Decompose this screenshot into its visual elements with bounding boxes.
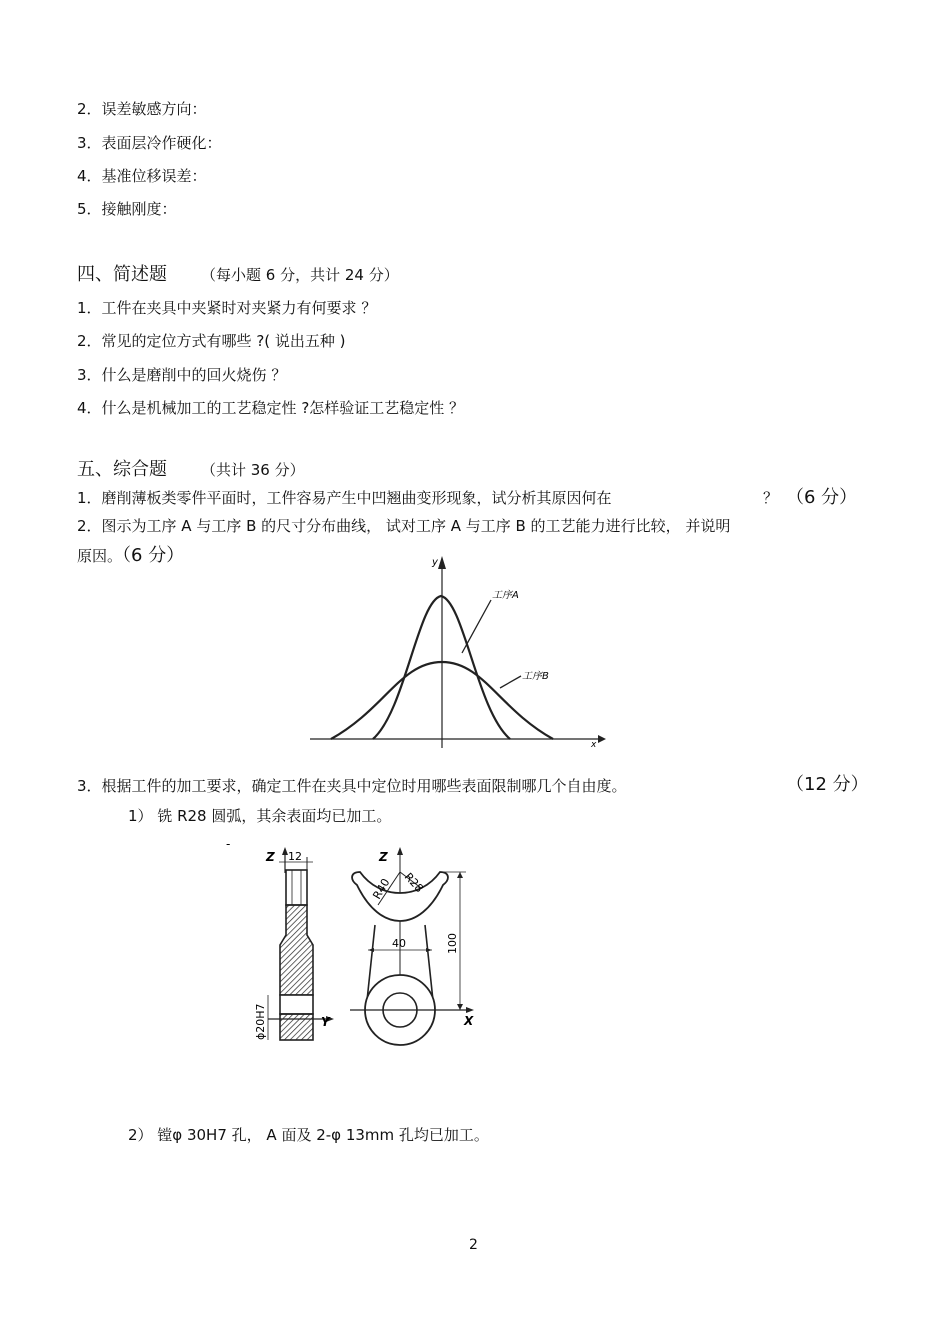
term-item-2: 2．误差敏感方向：	[77, 100, 207, 118]
question-1-points: （6 分）	[786, 487, 858, 508]
y-axis-arrow-icon	[438, 556, 446, 569]
short-question-3: 3．什么是磨削中的回火烧伤 ？	[77, 366, 287, 384]
r28-label: R28	[401, 870, 426, 896]
dim-phi-label: ϕ20H7	[254, 1003, 267, 1040]
front-z-arrow-icon	[397, 847, 403, 855]
comprehensive-question-1: 1．磨削薄板类零件平面时，工件容易产生中凹翘曲变形现象，试分析其原因何在	[77, 489, 612, 507]
term-item-4: 4．基准位移误差：	[77, 167, 207, 185]
x-axis-label: x	[591, 740, 597, 750]
side-view-z-label: Z	[266, 850, 275, 864]
page-number: 2	[469, 1237, 478, 1253]
section-5-note: （共计 36 分）	[201, 461, 305, 479]
side-view-base-section	[280, 1014, 313, 1040]
comprehensive-question-2-line-1: 2．图示为工序 A 与工序 B 的尺寸分布曲线， 试对工序 A 与工序 B 的工艺能力进行比较， 并说明	[77, 517, 731, 535]
question-2-points: （6 分）	[122, 545, 185, 566]
section-4-title: 四、简述题	[77, 264, 167, 285]
side-view-section	[280, 905, 313, 995]
section-4-heading	[77, 263, 399, 287]
term-item-3: 3．表面层冷作硬化：	[77, 134, 222, 152]
section-4-note: （每小题 6 分，共计 24 分）	[201, 266, 399, 284]
dim-12-label: 12	[288, 850, 302, 863]
side-view-y-label: Y	[321, 1015, 330, 1029]
short-question-2: 2．常见的定位方式有哪些 ?( 说出五种 )	[77, 332, 346, 350]
drawing-mark: -	[226, 837, 231, 851]
label-process-a: 工序A	[492, 590, 519, 601]
leader-line-b	[500, 676, 521, 688]
side-view-bore	[280, 995, 313, 1014]
front-view-x-label: X	[464, 1014, 474, 1028]
question-3-subitem-1: 1） 铣 R28 圆弧，其余表面均已加工。	[128, 807, 392, 825]
side-view-upper-block	[286, 870, 307, 905]
question-3-points: （12 分）	[786, 774, 869, 795]
section-5-title: 五、综合题	[77, 459, 167, 480]
question-1-mark: ？	[763, 489, 779, 507]
part-drawing-figure	[222, 832, 502, 1048]
front-view-z-label: Z	[379, 850, 388, 864]
y-axis-label: y	[432, 557, 438, 568]
short-question-4: 4．什么是机械加工的工艺稳定性 ?怎样验证工艺稳定性 ？	[77, 399, 465, 417]
section-5-heading	[77, 458, 305, 482]
dim-40-label: 40	[392, 937, 406, 950]
label-process-b: 工序B	[522, 671, 549, 682]
term-item-5: 5．接触刚度：	[77, 200, 177, 218]
question-3-subitem-2: 2） 镗φ 30H7 孔， A 面及 2-φ 13mm 孔均已加工。	[128, 1126, 489, 1144]
comprehensive-question-3: 3．根据工件的加工要求，确定工件在夹具中定位时用哪些表面限制哪几个自由度。	[77, 777, 627, 795]
front-x-arrow-icon	[466, 1007, 474, 1013]
x-axis-arrow-icon	[598, 735, 606, 743]
distribution-curve-figure	[300, 548, 610, 756]
r40-label: R40	[370, 876, 393, 902]
leader-line-a	[462, 600, 491, 653]
comprehensive-question-2-line-2	[77, 546, 184, 566]
dim-100-label: 100	[446, 933, 459, 954]
short-question-1: 1．工件在夹具中夹紧时对夹紧力有何要求 ？	[77, 299, 377, 317]
question-2-text: 原因。	[77, 547, 123, 565]
